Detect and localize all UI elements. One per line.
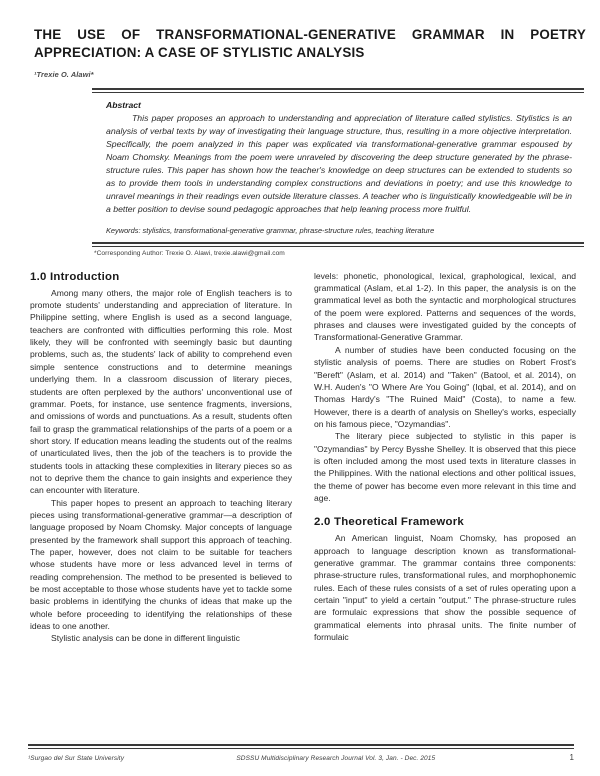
intro-paragraph-5-text: The literary piece subjected to stylistic in this paper is "Ozymandias" by Percy Bysshe Shelley. It is observed that this piece is often included among the most used texts in literature classes in the Philippines. With the national elections and other political issues, the theme of power has become even more relevant in this time and age. bbox=[314, 431, 576, 503]
right-column bbox=[314, 270, 576, 645]
page-title bbox=[34, 26, 586, 61]
intro-paragraph-4-text: A number of studies have been conducted focusing on the stylistic analysis of poems. There are studies on Robert Frost's "Bereft" (Aslam, et al. 2014) and "Taken" (Batool, et al. 2014), on W.H. Auden's "O Where Are You Going" (Iqbal, et al. 2014), and on Thomas Hardy's "The Ruined Maid" (Costa), to name a few. However, there is a dearth of analysis on Shelley's works, especially on his famous piece, "Ozymandias". bbox=[314, 344, 576, 429]
footer-journal-citation: SDSSU Multidisciplinary Research Journal Vol. 3, Jan. - Dec. 2015 bbox=[236, 754, 436, 762]
intro-paragraph-4 bbox=[314, 344, 576, 430]
abstract-top-rule bbox=[92, 88, 584, 93]
intro-paragraph-1 bbox=[30, 287, 292, 497]
intro-paragraph-3-continued: levels: phonetic, phonological, lexical, graphological, lexical, and grammatical (Aslam, et.al 1-2). In this paper, the analysis is on the grammatical level as both the syntactic and morphological structures of the poem were explored. Patterns and sequences of the words, phrases and clauses were investigated guided by the concepts of Transformational-Generative Grammar. bbox=[314, 270, 576, 343]
section-heading-theoretical-framework: 2.0 Theoretical Framework bbox=[314, 516, 464, 529]
corresponding-author-note: *Corresponding Author: Trexie O. Alawi, trexie.alawi@gmail.com bbox=[94, 249, 285, 257]
page-title-line-2: APPRECIATION: A CASE OF STYLISTIC ANALYSIS bbox=[34, 44, 365, 60]
left-column bbox=[30, 270, 292, 645]
footer-row bbox=[28, 753, 574, 762]
abstract-text bbox=[106, 112, 572, 217]
footer-affiliation: ¹Surgao del Sur State University bbox=[28, 754, 125, 762]
author-byline: ¹Trexie O. Alawi* bbox=[34, 70, 94, 79]
section-heading-introduction: 1.0 Introduction bbox=[30, 270, 120, 283]
abstract-block bbox=[92, 88, 584, 257]
abstract-heading: Abstract bbox=[106, 99, 141, 110]
footer-page-number: 1 bbox=[569, 752, 574, 762]
intro-paragraph-3 bbox=[30, 632, 292, 644]
intro-paragraph-1-text: Among many others, the major role of English teachers is to promote students' understanding and appreciation of literature. In Philippine setting, where English is used as a second language, teachers are confronted with difficulties performing this role. Most likely, they will be confronted with seemingly basic but daunting problems, such as, the students' lack of ability to comprehend even simple sentence constructions and to determine meanings underlying them. In a classroom discussion of literary pieces, students are often perplexed by the authors' unconventional use of grammar. Poets, for instance, use sentence fragments, inversions, and omissions of words and punctuations. As a result, students often fail to grasp the grammatical relationships of the parts of a poem or a short story. If education means leading the students out of the realms of unarticulated lives, then the job of the teachers is to provide the students tools in attacking these complexities in literary pieces so as not to deprive them the chance to gain insights and experience they can encounter with literature. bbox=[30, 287, 292, 496]
intro-paragraph-3-text: Stylistic analysis can be done in different linguistic bbox=[51, 633, 240, 644]
intro-paragraph-2-text: This paper hopes to present an approach to teaching literary pieces using transformational-generative grammar—a description of language proposed by Noam Chomsky. Major concepts of language presented by the framework shall support this approach of teaching. The paper, however, does not claim to be suitable for teachers whose students have more or less advanced level in terms of reading comprehension. The method to be presented is believed to be most acceptable to those whose students have yet to tackle some basic problems in identifying the chunks of ideas that make up the whole before proceeding to identifying the relationships of these ideas to one another. bbox=[30, 497, 292, 632]
page-title-line-1: THE USE OF TRANSFORMATIONAL-GENERATIVE GRAMMAR IN POETRY bbox=[34, 27, 586, 42]
footer-rule bbox=[28, 744, 574, 749]
abstract-bottom-rule bbox=[92, 242, 584, 247]
abstract-text-content: This paper proposes an approach to understanding and appreciation of literature called stylistics. Stylistics is an analysis of verbal texts by way of investigating their language structure, thus, resulting in a more objective interpretation. Specifically, the poem analyzed in this paper was explicated via transformational-generative grammar espoused by Noam Chomsky. Meanings from the poem were unraveled by discovering the deep structure generated by the phrase-structure rules. This paper has shown how the teacher's knowledge on deep structures can be extended to students so as to provide them tools in understanding complex constructions and deviations in poetry; and use this knowledge to unravel meanings in their readings even outside literature classes. A teacher who is linguistically knowledgeable will be in a better position to devise sound pedagogic approaches that help leaning process more fruitful. bbox=[106, 112, 572, 215]
intro-paragraph-2 bbox=[30, 497, 292, 633]
body-columns bbox=[30, 270, 576, 645]
framework-paragraph-1-text: An American linguist, Noam Chomsky, has proposed an approach to language description known as transformational-generative grammar. The grammar contains three components: phrase-structure rules, transformational rules, and morphophonemic rules. Each of these rules consists of a set of rules operating upon a certain "input" to yield a certain "output." The phrase-structure rules are formulaic expressions that show the possible sequence of grammatical elements into phrasal units. The finite number of formulaic bbox=[314, 533, 576, 643]
abstract-keywords: Keywords: stylistics, transformational-generative grammar, phrase-structure rules, teaching literature bbox=[106, 226, 435, 236]
page-footer bbox=[28, 744, 574, 762]
framework-paragraph-1 bbox=[314, 532, 576, 643]
intro-paragraph-5 bbox=[314, 430, 576, 504]
